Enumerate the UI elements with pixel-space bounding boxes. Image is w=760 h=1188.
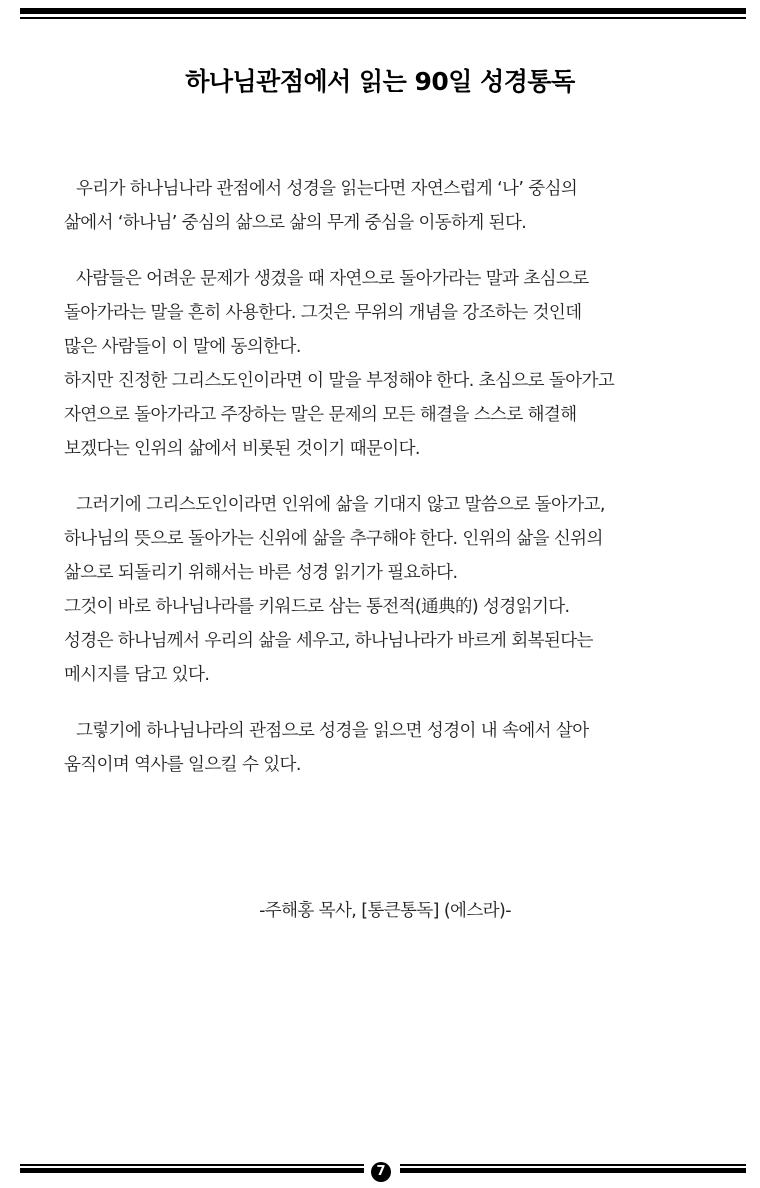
text-line: 하나님의 뜻으로 돌아가는 신위에 삶을 추구해야 한다. 인위의 삶을 신위의 <box>64 529 603 549</box>
text-line: 하지만 진정한 그리스도인이라면 이 말을 부정해야 한다. 초심으로 돌아가고 <box>64 371 615 391</box>
bottom-rule-right <box>400 1164 746 1173</box>
top-rule-thick <box>20 8 746 14</box>
top-double-rule <box>20 8 746 20</box>
text-line: 그러기에 그리스도인이라면 인위에 삶을 기대지 않고 말씀으로 돌아가고, <box>76 495 605 515</box>
text-line: 보겠다는 인위의 삶에서 비롯된 것이기 때문이다. <box>64 439 420 459</box>
page-title: 하나님관점에서 읽는 90일 성경통독 <box>185 67 575 96</box>
bottom-rule-left <box>20 1164 364 1173</box>
bottom-double-rule <box>20 1164 746 1180</box>
text-line: 우리가 하나님나라 관점에서 성경을 읽는다면 자연스럽게 ‘나’ 중심의 <box>76 179 578 199</box>
text-line: 성경은 하나님께서 우리의 삶을 세우고, 하나님나라가 바르게 회복된다는 <box>64 631 593 651</box>
text-line: 그렇기에 하나님나라의 관점으로 성경을 읽으면 성경이 내 속에서 살아 <box>76 721 589 741</box>
text-line: 그것이 바로 하나님나라를 키워드로 삼는 통전적(通典的) 성경읽기다. <box>64 597 570 617</box>
paragraph-1 <box>64 172 714 240</box>
paragraph-4 <box>64 714 714 782</box>
paragraph-3 <box>64 488 714 692</box>
text-line: 많은 사람들이 이 말에 동의한다. <box>64 337 301 357</box>
text-line: 메시지를 담고 있다. <box>64 665 210 685</box>
paragraph-2 <box>64 262 714 466</box>
text-line: 움직이며 역사를 일으킬 수 있다. <box>64 755 301 775</box>
text-line: 삶에서 ‘하나님’ 중심의 삶으로 삶의 무게 중심을 이동하게 된다. <box>64 213 527 233</box>
text-line: 사람들은 어려운 문제가 생겼을 때 자연으로 돌아가라는 말과 초심으로 <box>76 269 589 289</box>
author-signature: -주해홍 목사, [통큰통독] (에스라)- <box>259 901 511 921</box>
top-rule-thin <box>20 17 746 19</box>
text-line: 삶으로 되돌리기 위해서는 바른 성경 읽기가 필요하다. <box>64 563 458 583</box>
page-number-badge: 7 <box>371 1162 391 1182</box>
text-line: 자연으로 돌아가라고 주장하는 말은 문제의 모든 해결을 스스로 해결해 <box>64 405 577 425</box>
body-text <box>64 172 714 782</box>
text-line: 돌아가라는 말을 흔히 사용한다. 그것은 무위의 개념을 강조하는 것인데 <box>64 303 582 323</box>
